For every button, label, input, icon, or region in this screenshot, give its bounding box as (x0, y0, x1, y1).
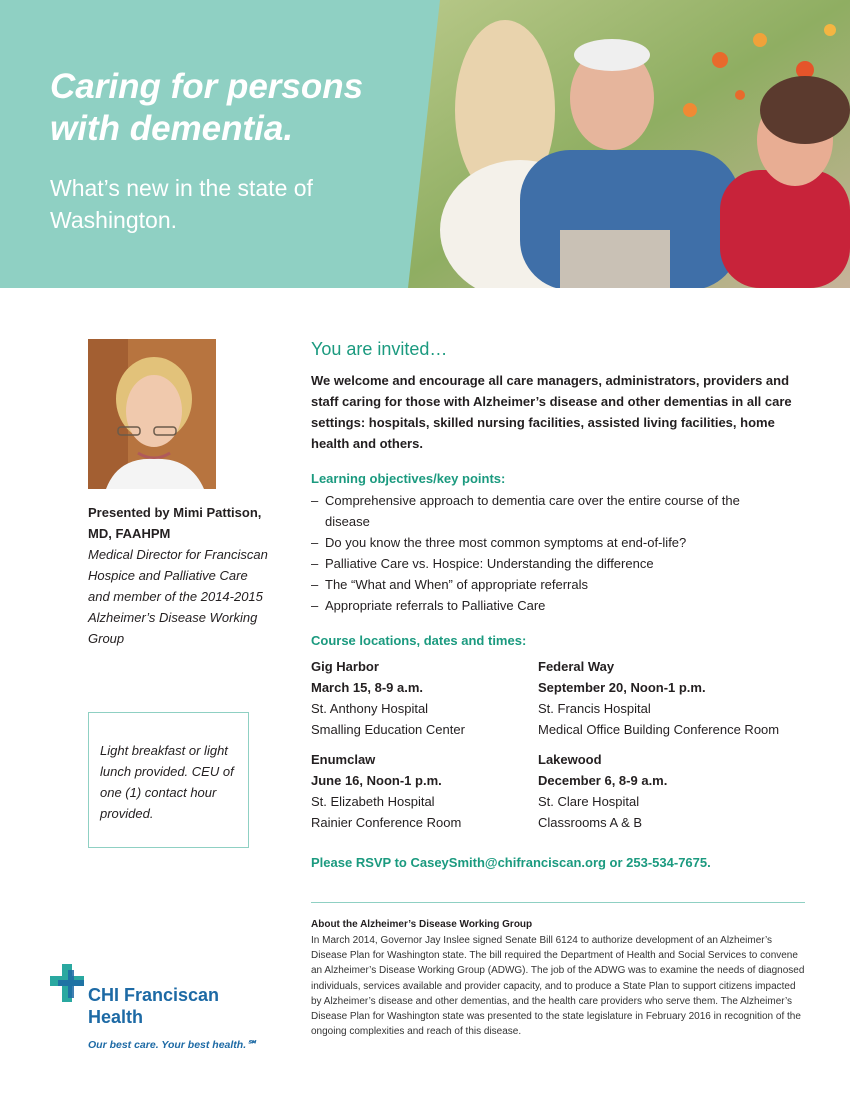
objective-item: – Appropriate referrals to Palliative Care (311, 598, 546, 613)
course-city: Enumclaw (311, 752, 376, 767)
about-title: About the Alzheimer’s Disease Working Group (311, 919, 533, 930)
about-body: In March 2014, Governor Jay Inslee signed Senate Bill 6124 to authorize development of an Alzheimer’s Disease Plan for Washington state. The bill required the Department of Health and Social Services to convene an Alzheimer’s Disease Working Group (ADWG). The job of the ADWG was to examine the needs of diagnosed individuals, services available and provider capacity, and to produce a State Plan to support citizens impacted by Alzheimer’s disease and other dementias, and the health care providers who serve them. The Alzheimer’s Disease Plan for Washington state was presented to the state legislature in February 2016 in recognition of the ongoing complexities and reach of this disease. (311, 935, 805, 1038)
hero-subtitle: What’s new in the state of Washington. (50, 175, 313, 233)
course-room: Classrooms A & B (538, 815, 643, 830)
course-hospital: St. Elizabeth Hospital (311, 794, 435, 809)
course-date: December 6, 8-9 a.m. (538, 773, 668, 788)
courses-heading: Course locations, dates and times: (311, 633, 527, 648)
logo-wordmark-line1: CHI Franciscan (88, 985, 220, 1005)
course-location-lakewood (538, 749, 808, 833)
invite-body: We welcome and encourage all care managers, administrators, providers and staff caring for those with Alzheimer’s disease and other dementias in all care settings: hospitals, skilled nursing facilities, assisted living facilities, home health and others. (311, 373, 792, 451)
course-room: Medical Office Building Conference Room (538, 722, 780, 737)
objective-item: – Do you know the three most common symptoms at end-of-life? (311, 535, 687, 550)
course-date: March 15, 8-9 a.m. (311, 680, 423, 695)
meal-note-box (88, 712, 249, 848)
hero-title: Caring for persons with dementia. (50, 67, 364, 148)
course-hospital: St. Francis Hospital (538, 701, 651, 716)
course-room: Smalling Education Center (311, 722, 465, 737)
presenter-title: Medical Director for Franciscan Hospice and Palliative Care and member of the 2014-2015 Alzheimer’s Disease Working Group (88, 547, 268, 646)
course-location-gig-harbor (311, 656, 531, 740)
hero-banner (0, 0, 850, 288)
course-city: Federal Way (538, 659, 615, 674)
course-location-enumclaw (311, 749, 531, 833)
course-date: June 16, Noon-1 p.m. (311, 773, 442, 788)
course-date: September 20, Noon-1 p.m. (538, 680, 706, 695)
course-hospital: St. Clare Hospital (538, 794, 640, 809)
meal-note-text: Light breakfast or light lunch provided. CEU of one (1) contact hour provided. (100, 743, 234, 821)
presenter-name: Presented by Mimi Pattison, MD, FAAHPM (88, 505, 262, 541)
chi-franciscan-logo-icon (48, 962, 90, 1004)
objective-item: – Comprehensive approach to dementia care over the entire course of the disease (311, 493, 740, 529)
objective-item: – Palliative Care vs. Hospice: Understanding the difference (311, 556, 654, 571)
course-hospital: St. Anthony Hospital (311, 701, 429, 716)
objectives-heading: Learning objectives/key points: (311, 471, 506, 486)
invite-heading: You are invited… (311, 339, 448, 359)
objective-item: – The “What and When” of appropriate referrals (311, 577, 589, 592)
objectives-list (311, 490, 781, 616)
course-location-federal-way (538, 656, 808, 740)
course-room: Rainier Conference Room (311, 815, 462, 830)
rsvp-line: Please RSVP to CaseySmith@chifranciscan.org or 253-534-7675. (311, 855, 711, 870)
course-city: Lakewood (538, 752, 602, 767)
logo-tagline: Our best care. Your best health.℠ (88, 1039, 257, 1051)
presenter-photo (88, 339, 216, 489)
section-divider (311, 902, 805, 903)
course-city: Gig Harbor (311, 659, 379, 674)
logo-wordmark-line2: Health (88, 1007, 144, 1027)
